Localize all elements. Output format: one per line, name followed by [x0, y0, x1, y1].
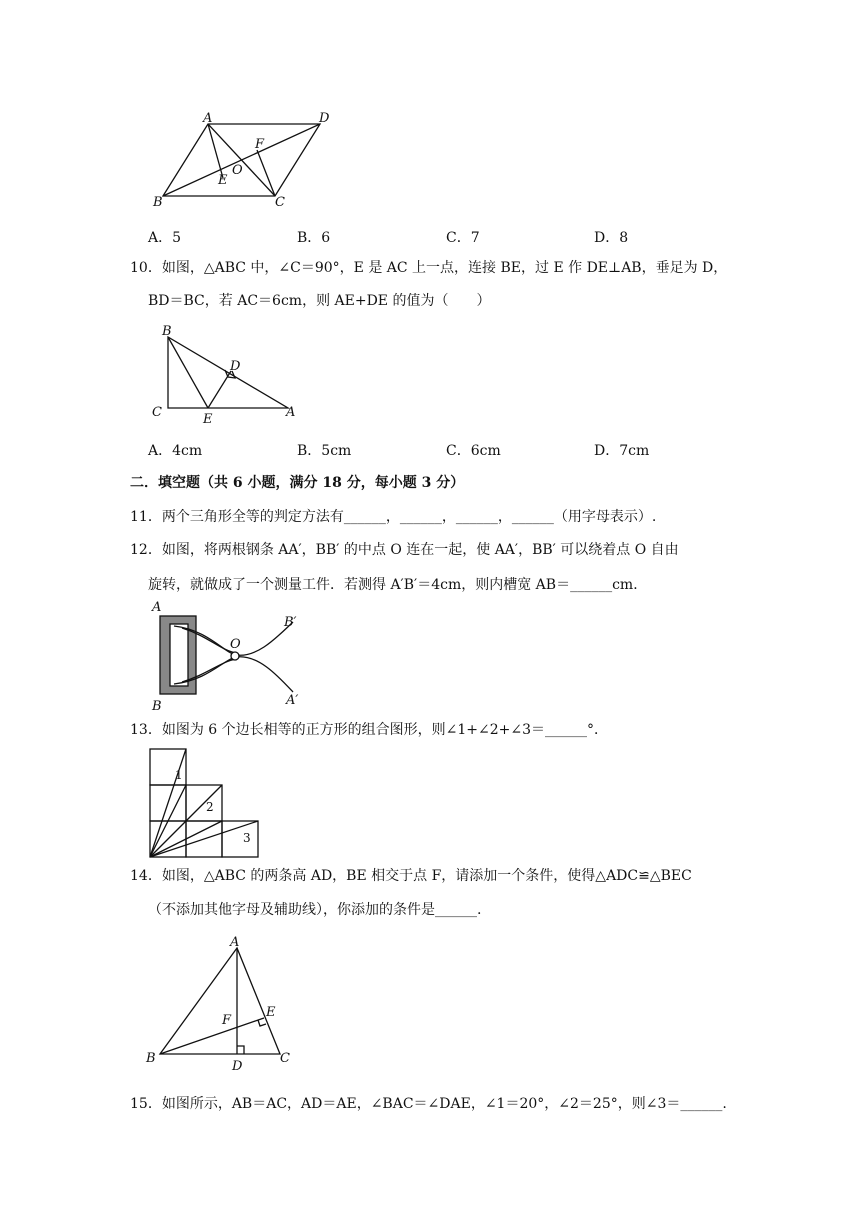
q14-line2: （不添加其他字母及辅助线），你添加的条件是______.: [148, 902, 482, 918]
q10-label-C: C: [152, 405, 162, 420]
q14-figure: [142, 930, 302, 1075]
q14-label-A: A: [230, 935, 240, 950]
q13-line1: 13．如图为 6 个边长相等的正方形的组合图形，则∠1+∠2+∠3＝______°．: [130, 722, 608, 738]
q11-text: 11．两个三角形全等的判定方法有______，______，______，______（用字母表示）.: [130, 509, 657, 525]
q9-option-a: A．5: [148, 230, 182, 246]
q14-label-C: C: [280, 1051, 290, 1066]
q10-figure: [148, 320, 318, 430]
q12-figure: [148, 600, 328, 714]
q9-label-C: C: [275, 195, 285, 210]
q15-text: 15．如图所示，AB＝AC，AD＝AE，∠BAC＝∠DAE，∠1＝20°，∠2＝25°，则∠3＝______.: [130, 1096, 727, 1112]
q10-label-A: A: [286, 405, 296, 420]
q12-label-A: A: [152, 600, 162, 615]
q10-label-D: D: [230, 359, 241, 374]
q10-option-c: C．6cm: [446, 443, 501, 459]
q12-label-O: O: [230, 637, 241, 652]
q10-option-d: D．7cm: [594, 443, 650, 459]
q13-angle-1: 1: [175, 768, 183, 782]
q14-label-F: F: [222, 1013, 232, 1028]
q9-label-E: E: [218, 173, 228, 188]
q12-label-B: B: [152, 699, 162, 714]
q13-angle-3: 3: [243, 831, 251, 845]
q12-label-B-prime: B′: [284, 615, 297, 630]
q12-line2: 旋转，就做成了一个测量工件．若测得 A′B′＝4cm，则内槽宽 AB＝______cm．: [148, 577, 648, 593]
q9-label-F: F: [255, 137, 265, 152]
q9-label-A: A: [203, 111, 213, 126]
q9-label-D: D: [319, 111, 330, 126]
q14-label-D: D: [232, 1059, 243, 1074]
q10-line2: BD＝BC，若 AC＝6cm，则 AE+DE 的值为（ ）: [148, 293, 491, 309]
q14-label-E: E: [266, 1005, 276, 1020]
q9-option-c: C．7: [446, 230, 480, 246]
q10-label-B: B: [162, 324, 172, 339]
q10-option-a: A．4cm: [148, 443, 203, 459]
q10-label-E: E: [203, 412, 213, 427]
q10-option-b: B．5cm: [297, 443, 352, 459]
q9-label-B: B: [153, 195, 163, 210]
q12-line1: 12．如图，将两根钢条 AA′，BB′ 的中点 O 连在一起，使 AA′，BB′ 可以绕着点 O 自由: [130, 542, 679, 558]
q12-label-A-prime: A′: [286, 693, 299, 708]
q9-label-O: O: [232, 163, 243, 178]
q10-line1: 10．如图，△ABC 中，∠C＝90°，E 是 AC 上一点，连接 BE，过 E 作 DE⊥AB，垂足为 D，: [130, 260, 728, 276]
q14-line1: 14．如图，△ABC 的两条高 AD，BE 相交于点 F，请添加一个条件，使得△ADC≌△BEC: [130, 868, 692, 884]
q9-figure: [145, 108, 365, 218]
q13-angle-2: 2: [206, 800, 214, 814]
q9-option-d: D．8: [594, 230, 629, 246]
q9-option-b: B．6: [297, 230, 331, 246]
q13-figure: [148, 745, 268, 860]
section-2-heading: 二．填空题（共 6 小题，满分 18 分，每小题 3 分）: [130, 475, 465, 491]
q14-label-B: B: [146, 1051, 156, 1066]
